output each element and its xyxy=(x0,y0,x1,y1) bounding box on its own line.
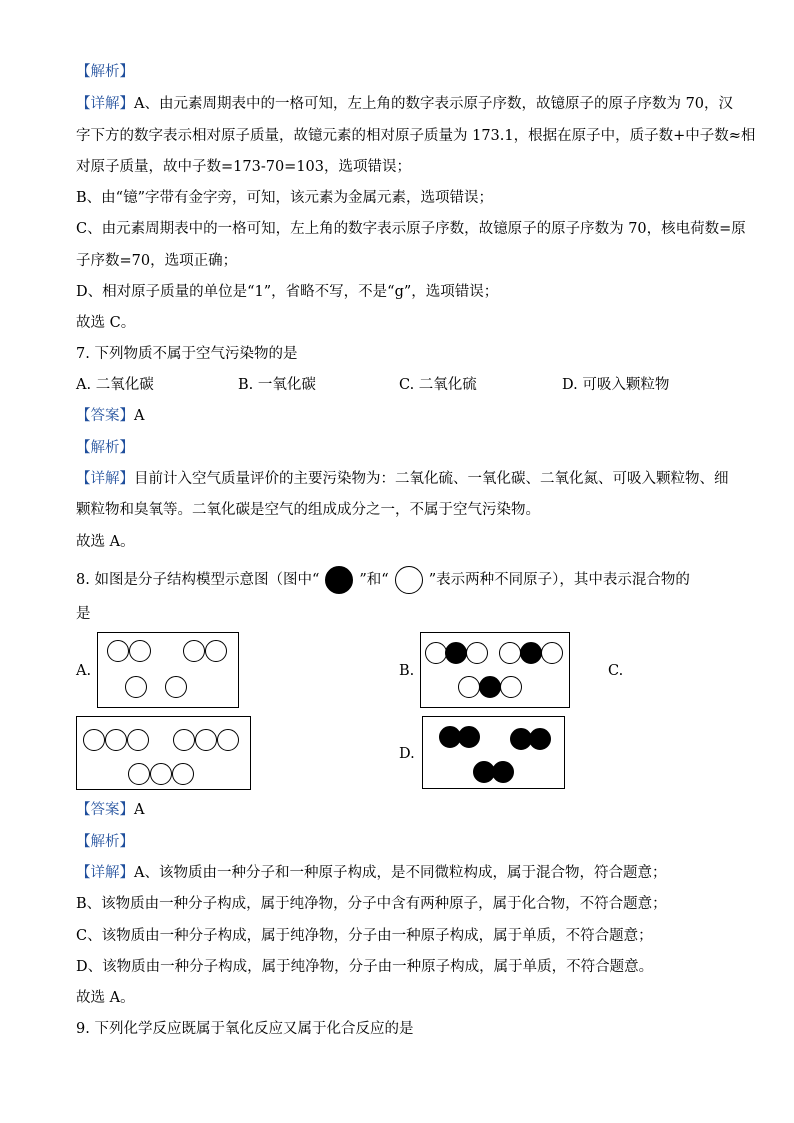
analysis-heading: 【解析】 xyxy=(76,64,134,80)
question-stem: 9. 下列化学反应既属于氧化反应又属于化合反应的是 xyxy=(76,1021,414,1037)
option-b-label: B. xyxy=(399,663,415,679)
detail-line: B、该物质由一种分子构成，属于纯净物，分子中含有两种原子，属于化合物，不符合题意； xyxy=(76,896,667,912)
white-atom-icon xyxy=(105,729,127,751)
white-atom-icon xyxy=(128,763,150,785)
detail-text: A、该物质由一种分子和一种原子构成，是不同微粒构成，属于混合物，符合题意； xyxy=(134,865,667,881)
white-atom-icon xyxy=(172,763,194,785)
option-b-diagram xyxy=(420,632,570,708)
white-atom-icon xyxy=(500,676,522,698)
black-atom-icon xyxy=(529,728,551,750)
detail-line xyxy=(76,469,729,489)
conclusion: 故选 C。 xyxy=(76,315,136,331)
white-atom-icon xyxy=(195,729,217,751)
white-atom-icon xyxy=(205,640,227,662)
white-atom-icon xyxy=(107,640,129,662)
detail-text: 目前计入空气质量评价的主要污染物为：二氧化硫、一氧化碳、二氧化氮、可吸入颗粒物、细 xyxy=(134,471,729,487)
detail-text: A、由元素周期表中的一格可知，左上角的数字表示原子序数，故镱原子的原子序数为 70，汉 xyxy=(134,96,734,112)
white-atom-icon xyxy=(458,676,480,698)
option-d: D. 可吸入颗粒物 xyxy=(562,377,670,393)
white-atom-icon xyxy=(129,640,151,662)
question-stem xyxy=(76,566,690,594)
option-d-diagram xyxy=(422,716,565,789)
detail-tag: 【详解】 xyxy=(76,865,134,881)
white-atom-icon xyxy=(499,642,521,664)
option-d-label: D. xyxy=(399,746,415,762)
stem-part: 8. 如图是分子结构模型示意图（图中“ xyxy=(76,572,320,588)
answer-value: A xyxy=(134,802,145,818)
black-atom-icon xyxy=(445,642,467,664)
detail-line xyxy=(76,94,733,114)
white-atom-icon xyxy=(541,642,563,664)
option-a-label: A. xyxy=(76,663,92,679)
conclusion: 故选 A。 xyxy=(76,534,135,550)
detail-line: D、该物质由一种分子构成，属于纯净物，分子由一种原子构成，属于单质，不符合题意。 xyxy=(76,959,654,975)
white-atom-icon xyxy=(217,729,239,751)
analysis-heading: 【解析】 xyxy=(76,834,134,850)
option-c-diagram xyxy=(76,716,251,790)
detail-tag: 【详解】 xyxy=(76,96,134,112)
white-atom-icon xyxy=(395,566,423,594)
option-a: A. 二氧化碳 xyxy=(76,377,154,393)
black-atom-icon xyxy=(479,676,501,698)
black-atom-icon xyxy=(520,642,542,664)
stem-part: ”和“ xyxy=(359,572,389,588)
option-b: B. 一氧化碳 xyxy=(238,377,316,393)
detail-line: C、由元素周期表中的一格可知，左上角的数字表示原子序数，故镱原子的原子序数为 70，核电荷数=原 xyxy=(76,221,746,237)
option-c: C. 二氧化硫 xyxy=(399,377,477,393)
option-c-label: C. xyxy=(608,663,624,679)
white-atom-icon xyxy=(183,640,205,662)
white-atom-icon xyxy=(466,642,488,664)
answer-tag: 【答案】 xyxy=(76,408,134,424)
white-atom-icon xyxy=(83,729,105,751)
white-atom-icon xyxy=(150,763,172,785)
option-a-diagram xyxy=(97,632,239,708)
detail-line: 颗粒物和臭氧等。二氧化碳是空气的组成成分之一，不属于空气污染物。 xyxy=(76,502,540,518)
black-atom-icon xyxy=(325,566,353,594)
question-stem: 7. 下列物质不属于空气污染物的是 xyxy=(76,346,298,362)
white-atom-icon xyxy=(127,729,149,751)
detail-line: B、由“镱”字带有金字旁，可知，该元素为金属元素，选项错误； xyxy=(76,190,493,206)
stem-part: ”表示两种不同原子），其中表示混合物的 xyxy=(428,572,690,588)
detail-line: D、相对原子质量的单位是“1”，省略不写，不是“g”，选项错误； xyxy=(76,284,499,300)
detail-line: 子序数=70，选项正确； xyxy=(76,253,238,269)
detail-line: 字下方的数字表示相对原子质量，故镱元素的相对原子质量为 173.1，根据在原子中，质子数+中子数≈相 xyxy=(76,128,756,144)
question-stem-cont: 是 xyxy=(76,606,91,622)
analysis-heading: 【解析】 xyxy=(76,440,134,456)
black-atom-icon xyxy=(458,726,480,748)
detail-line xyxy=(76,863,666,883)
answer-line xyxy=(76,800,144,820)
white-atom-icon xyxy=(165,676,187,698)
detail-line: C、该物质由一种分子构成，属于纯净物，分子由一种原子构成，属于单质，不符合题意； xyxy=(76,928,653,944)
white-atom-icon xyxy=(173,729,195,751)
answer-value: A xyxy=(134,408,145,424)
white-atom-icon xyxy=(125,676,147,698)
white-atom-icon xyxy=(425,642,447,664)
answer-tag: 【答案】 xyxy=(76,802,134,818)
detail-tag: 【详解】 xyxy=(76,471,134,487)
black-atom-icon xyxy=(492,761,514,783)
detail-line: 对原子质量，故中子数=173-70=103，选项错误； xyxy=(76,159,411,175)
answer-line xyxy=(76,406,144,426)
conclusion: 故选 A。 xyxy=(76,990,135,1006)
